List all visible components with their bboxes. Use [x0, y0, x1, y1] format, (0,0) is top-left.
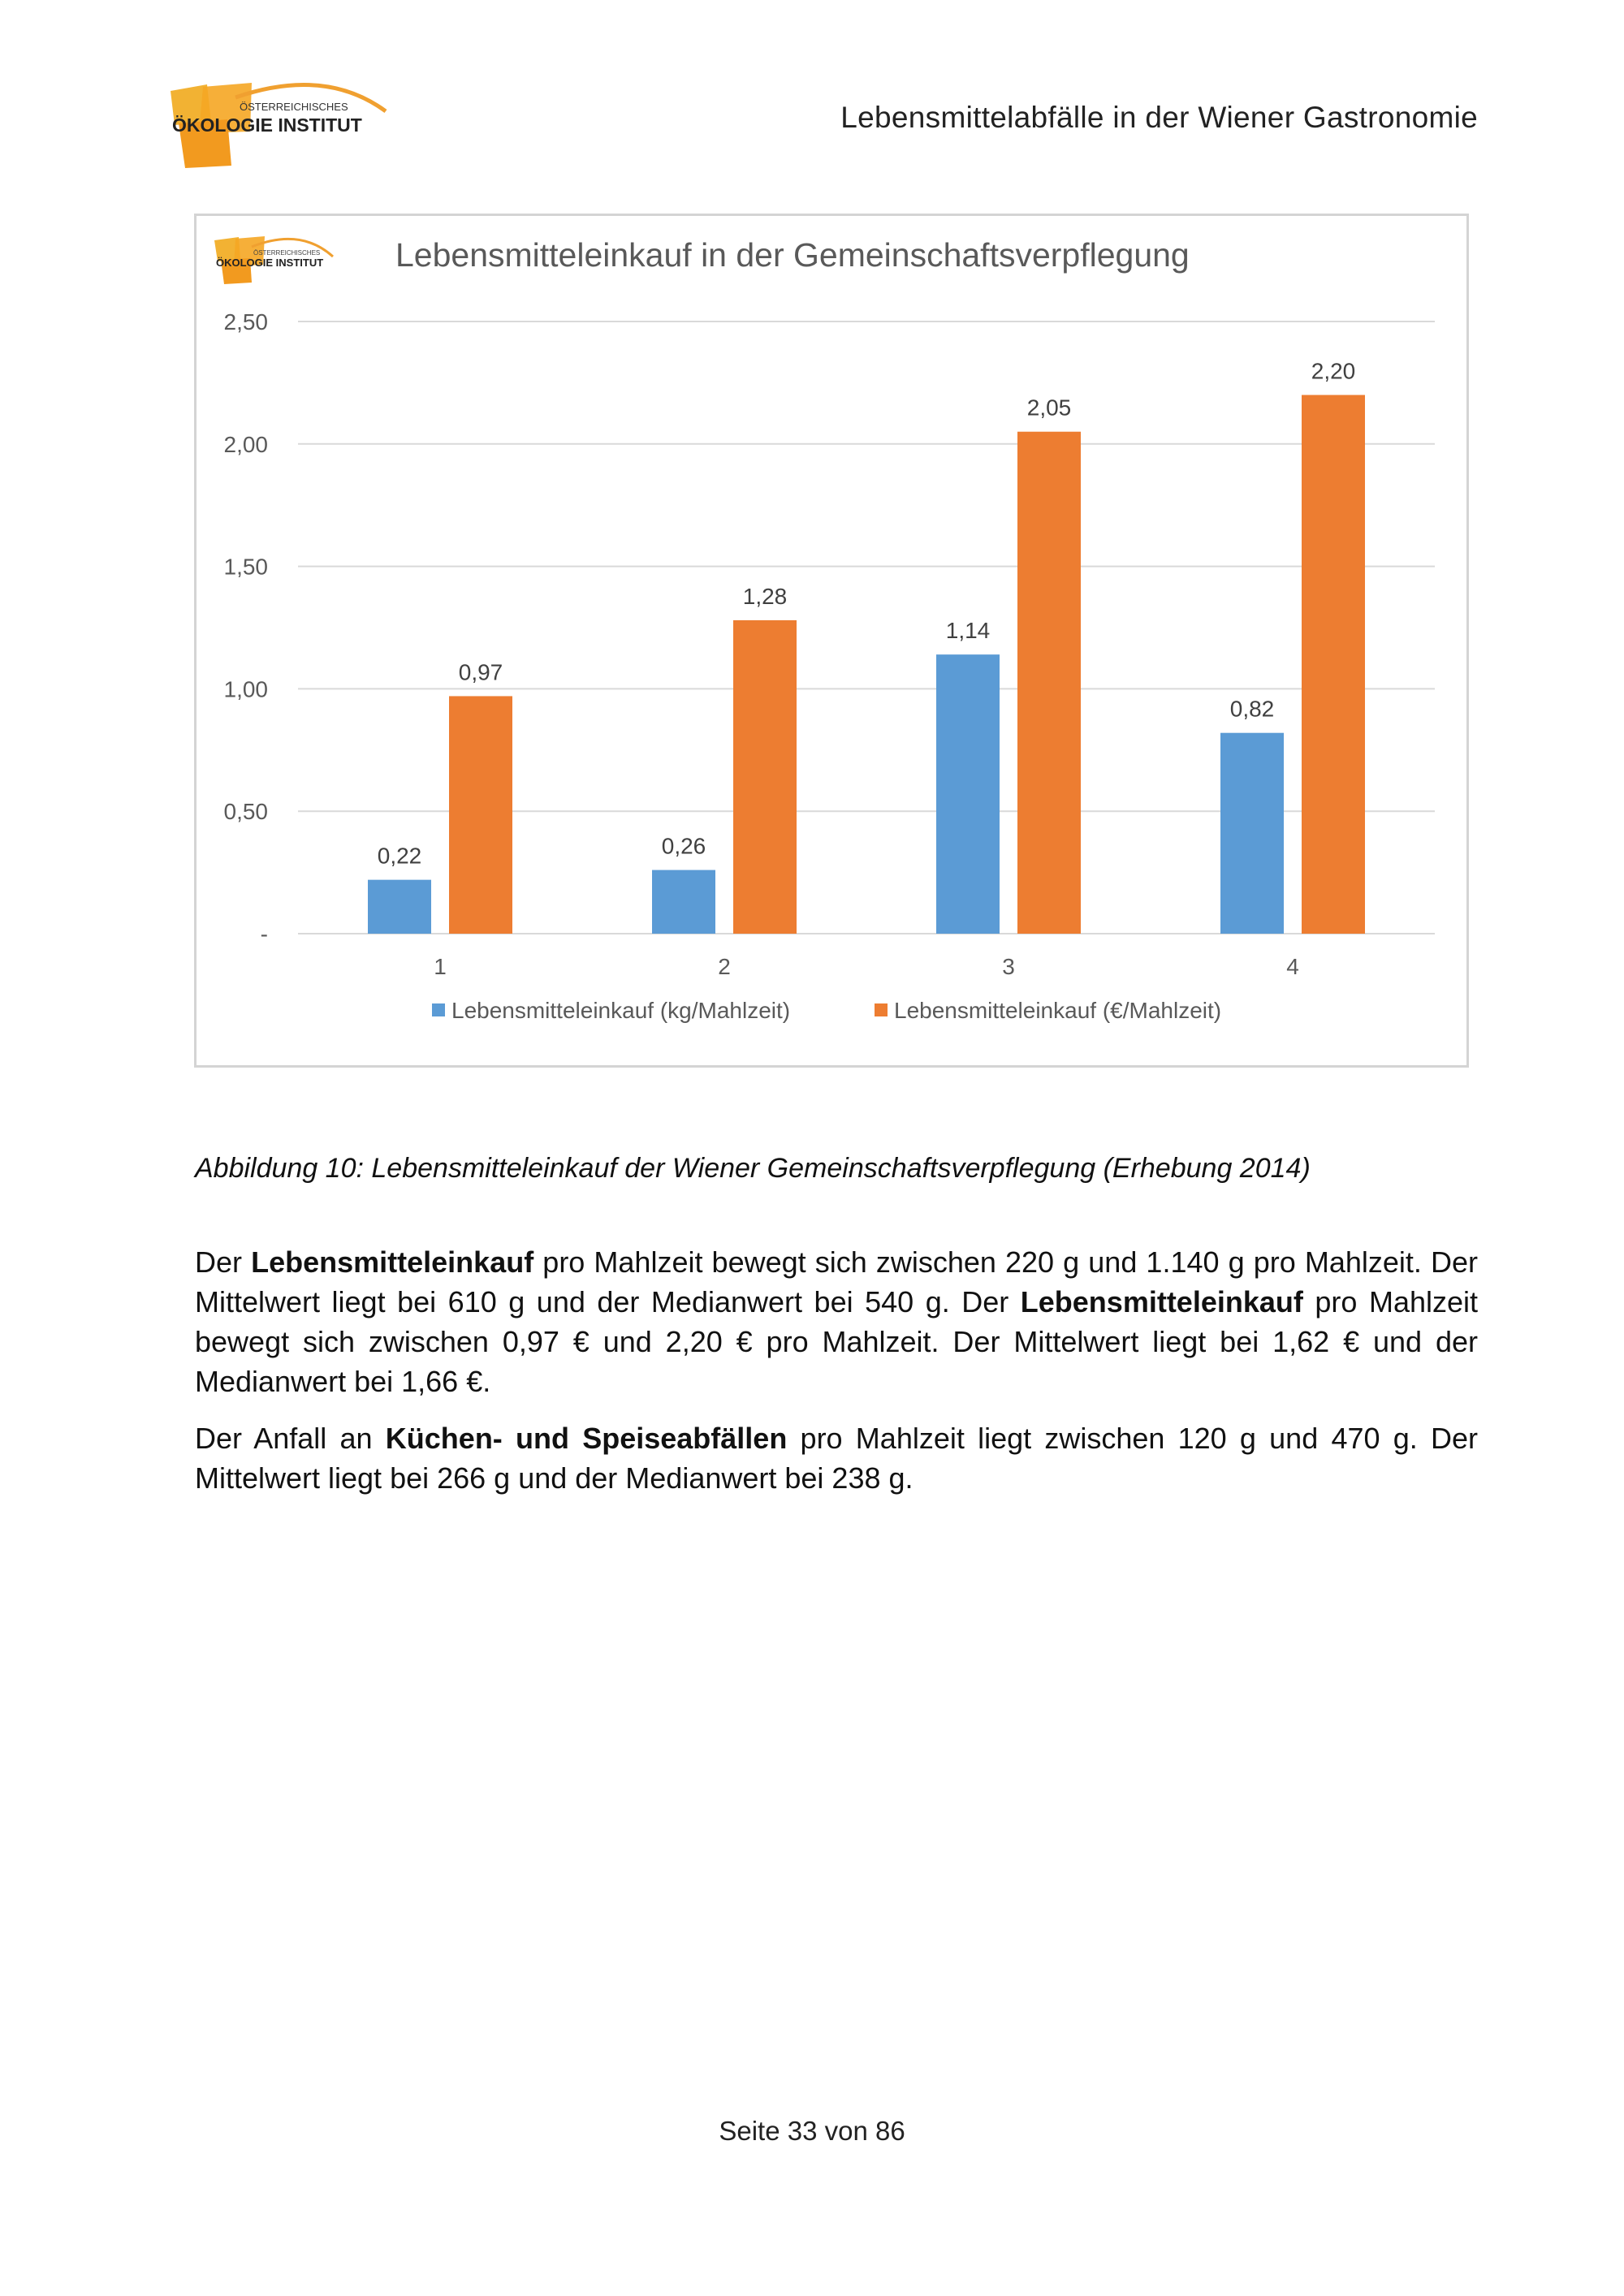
header-title: Lebensmittelabfälle in der Wiener Gastronomie — [840, 101, 1478, 134]
figure-caption: Abbildung 10: Lebensmitteleinkauf der Wiener Gemeinschaftsverpflegung (Erhebung 2014) — [195, 1153, 1311, 1184]
x-tick-label: 1 — [434, 954, 447, 979]
paragraph-1: Der Lebensmitteleinkauf pro Mahlzeit bewegt sich zwischen 220 g und 1.140 g pro Mahlzeit. Der Mittelwert liegt bei 610 g und der Medianwert bei 540 g. Der Lebensmitteleinkauf pro Mahlzeit bewegt sich zwischen 0,97 € und 2,20 € pro Mahlzeit. Der Mittelwert liegt bei 1,62 € und der Medianwert bei 1,66 €. — [195, 1245, 1479, 1398]
bar — [936, 654, 1000, 934]
svg-text:ÖKOLOGIE INSTITUT: ÖKOLOGIE INSTITUT — [216, 257, 324, 269]
chart-logo — [214, 236, 333, 284]
y-tick-label: 1,50 — [223, 554, 268, 580]
legend-swatch — [875, 1003, 888, 1016]
bar-data-label: 1,14 — [945, 618, 991, 644]
y-tick-label: 2,50 — [223, 309, 268, 334]
bar — [1017, 432, 1081, 934]
y-tick-label: 1,00 — [223, 676, 268, 702]
bar — [449, 696, 512, 934]
chart-frame — [194, 214, 1469, 1068]
chart-title: Lebensmitteleinkauf in der Gemeinschaftsverpflegung — [395, 236, 1190, 274]
svg-text:ÖSTERREICHISCHES: ÖSTERREICHISCHES — [253, 249, 321, 257]
body-text — [195, 1242, 1478, 1515]
bar-data-label: 0,26 — [661, 833, 706, 859]
bar — [733, 620, 797, 934]
paragraph-2: Der Anfall an Küchen- und Speiseabfällen pro Mahlzeit liegt zwischen 120 g und 470 g. Der Mittelwert liegt bei 266 g und der Medianwert bei 238 g. — [195, 1422, 1478, 1495]
x-tick-label: 2 — [718, 954, 731, 979]
bar — [652, 870, 715, 934]
y-tick-label: 2,00 — [223, 431, 268, 457]
x-tick-label: 3 — [1002, 954, 1015, 979]
bar-data-label: 2,05 — [1026, 395, 1072, 421]
bar-data-label: 0,22 — [377, 843, 422, 869]
legend-label: Lebensmitteleinkauf (kg/Mahlzeit) — [451, 998, 791, 1023]
x-tick-label: 4 — [1286, 954, 1299, 979]
bar — [1302, 395, 1365, 934]
y-tick-label: - — [260, 921, 268, 947]
bar-data-label: 1,28 — [742, 583, 788, 609]
bar-data-label: 0,82 — [1229, 696, 1275, 722]
legend-swatch — [432, 1003, 445, 1016]
page-number: Seite 33 von 86 — [719, 2116, 905, 2146]
legend-label: Lebensmitteleinkauf (€/Mahlzeit) — [894, 998, 1222, 1023]
bar-data-label: 0,97 — [458, 659, 503, 685]
bar — [368, 880, 431, 934]
oekologie-institut-logo — [162, 75, 406, 172]
svg-text:ÖSTERREICHISCHES: ÖSTERREICHISCHES — [240, 101, 348, 113]
bar-data-label: 2,20 — [1311, 358, 1356, 384]
y-tick-label: 0,50 — [223, 799, 268, 825]
bar-chart — [197, 216, 1466, 1065]
bar — [1220, 733, 1284, 934]
svg-text:ÖKOLOGIE INSTITUT: ÖKOLOGIE INSTITUT — [172, 114, 362, 136]
